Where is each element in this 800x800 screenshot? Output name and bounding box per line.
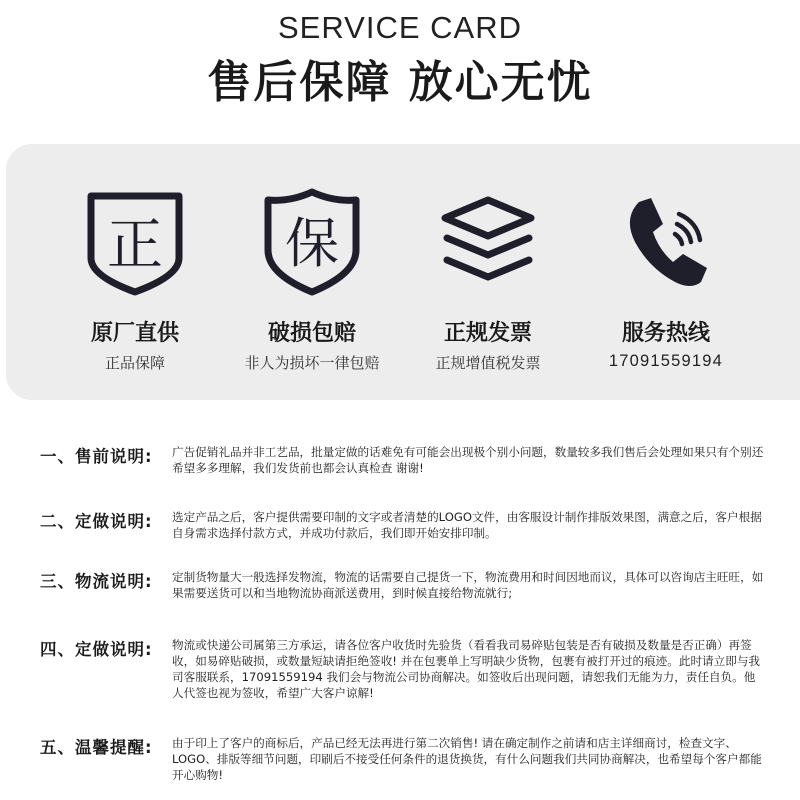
feature-subtitle: 非人为损坏一律包赔: [244, 354, 380, 372]
feature-hotline: [586, 188, 746, 371]
header-title-en: SERVICE CARD: [278, 10, 522, 45]
feature-original-supply: [55, 188, 215, 373]
hotline-number: 17091559194: [608, 352, 724, 370]
shield-glyph: 保: [285, 212, 339, 275]
note-text: 选定产品之后，客户提供需要印制的文字或者清楚的LOGO文件，由客服设计制作排版效果图，满意之后，客户根据自身需求选择付款方式，并成功付款后，我们即开始安排印制。: [172, 510, 762, 540]
feature-subtitle: 正品保障: [104, 354, 165, 372]
shield-zheng-icon: [55, 188, 215, 298]
layers-icon: [408, 188, 568, 298]
shield-glyph: 正: [107, 213, 163, 278]
note-text: 广告促销礼品并非工艺品，批量定做的话难免有可能会出现极个别小问题，数量较多我们售后会处理如果只有个别还希望多多理解，我们发货前也都会认真检查 谢谢!: [172, 445, 764, 475]
phone-icon: [586, 188, 746, 298]
note-label: 二、定做说明:: [40, 512, 153, 531]
note-label: 一、售前说明:: [40, 447, 153, 466]
note-text: 物流或快递公司属第三方承运，请各位客户收货时先验货（看看我司易碎贴包装是否有破损及数量是否正确）再签收，如易碎贴破损，或数量短缺请拒绝签收! 并在包裹单上写明缺少货物，包裹有被打开过的痕迹。此时请立即与我司客服联系，17091559194 我们会与物流公司协商解决。如签收后出现问题，请恕我们无能为力，责任自负。他人代签也视为签收，希望广大客户谅解!: [172, 638, 761, 700]
feature-invoice: [408, 188, 568, 373]
note-text: 由于印上了客户的商标后，产品已经无法再进行第二次销售! 请在确定制作之前请和店主详细商讨，检查文字、LOGO、排版等细节问题，印刷后不接受任何条件的退货换货，有什么问题我们共同协商解决，也希望每个客户都能开心购物!: [172, 736, 762, 782]
feature-title: 原厂直供: [90, 321, 179, 346]
feature-title: 服务热线: [621, 321, 710, 346]
note-label: 三、物流说明:: [40, 572, 153, 591]
note-label: 四、定做说明:: [40, 640, 153, 659]
note-label: 五、温馨提醒:: [40, 738, 153, 757]
shield-bao-icon: [232, 188, 392, 298]
feature-title: 破损包赔: [267, 321, 356, 346]
feature-title: 正规发票: [443, 321, 532, 346]
note-text: 定制货物量大一般选择发物流，物流的话需要自己提货一下，物流费用和时间因地而议，具体可以咨询店主旺旺，如果需要送货可以和当地物流协商派送费用，到时候直接给物流就行;: [172, 570, 764, 600]
header-title-cn: 售后保障 放心无忧: [207, 57, 593, 108]
feature-damage-compensation: [232, 188, 392, 373]
feature-subtitle: 正规增值税发票: [435, 354, 541, 372]
